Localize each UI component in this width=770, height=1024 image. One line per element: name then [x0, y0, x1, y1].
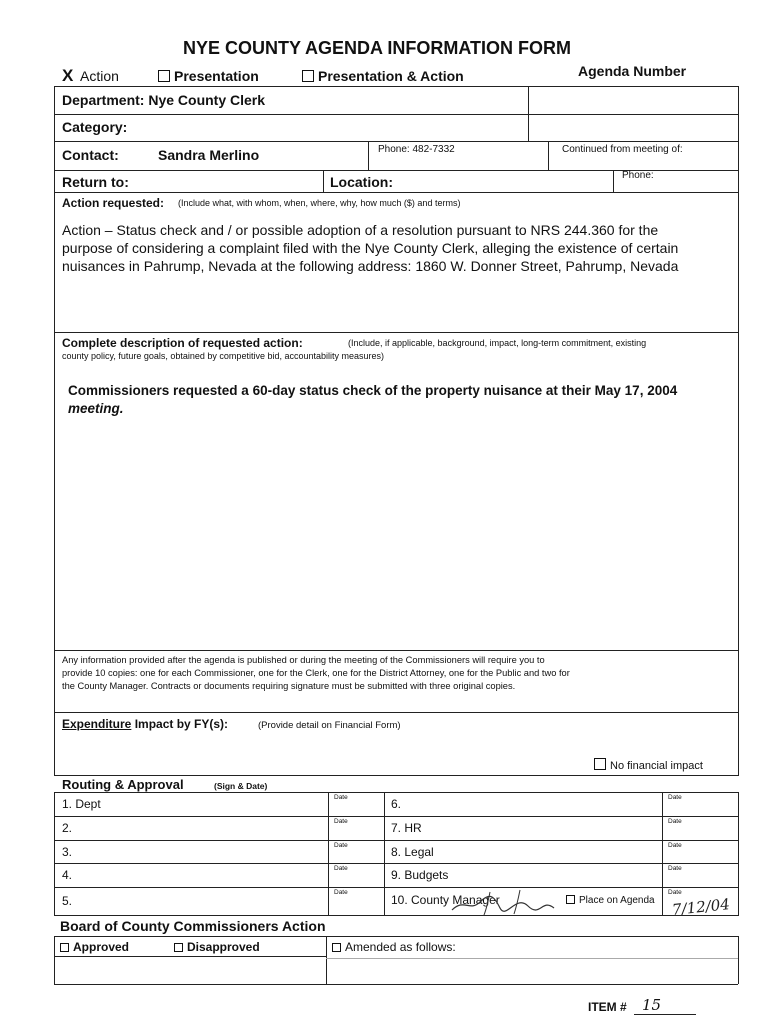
checkbox-icon[interactable]	[158, 70, 170, 82]
no-financial-impact-option[interactable]: No financial impact	[594, 758, 703, 772]
action-option[interactable]: Action	[80, 68, 119, 84]
routing-step: 4.	[62, 868, 73, 882]
date-label: Date	[334, 842, 348, 849]
routing-step-county-manager: 10. County Manager	[391, 893, 500, 907]
handwritten-date: 7/12/04	[671, 895, 731, 919]
date-label: Date	[334, 889, 348, 896]
description-label: Complete description of requested action:	[62, 336, 303, 350]
notice-line: the County Manager. Contracts or documents requiring signature must be submitted with three original copies.	[62, 681, 516, 691]
routing-step: 3.	[62, 845, 73, 859]
notice-line: Any information provided after the agenda is published or during the meeting of the Commissioners will require you to	[62, 655, 545, 665]
date-label: Date	[668, 818, 682, 825]
return-to-label: Return to:	[62, 174, 129, 190]
action-checked-mark: X	[62, 66, 74, 85]
contact-name: Sandra Merlino	[158, 147, 260, 163]
item-label: ITEM #	[588, 1000, 627, 1014]
routing-step: 5.	[62, 894, 73, 908]
checkbox-icon[interactable]	[174, 943, 183, 952]
expenditure-hint: (Provide detail on Financial Form)	[258, 720, 401, 731]
action-text-line: nuisances in Pahrump, Nevada at the following address: 1860 W. Donner Street, Pahrump, Nevada	[62, 258, 679, 274]
approved-option[interactable]: Approved	[60, 940, 129, 954]
checkbox-icon[interactable]	[60, 943, 69, 952]
agenda-number-label: Agenda Number	[578, 63, 687, 79]
contact-label: Contact:	[62, 147, 119, 163]
item-number: 15	[642, 996, 662, 1014]
routing-step: 1. Dept	[62, 797, 101, 811]
presentation-option[interactable]: Presentation	[158, 68, 259, 84]
board-action-title: Board of County Commissioners Action	[60, 918, 326, 934]
routing-step: 2.	[62, 821, 73, 835]
routing-step: 7. HR	[391, 821, 422, 835]
date-label: Date	[668, 794, 682, 801]
checkbox-icon[interactable]	[302, 70, 314, 82]
location-label: Location:	[330, 174, 393, 190]
form-title: NYE COUNTY AGENDA INFORMATION FORM	[183, 38, 571, 58]
routing-step: 6.	[391, 797, 402, 811]
date-label: Date	[668, 889, 682, 896]
continued-from-meeting: Continued from meeting of:	[562, 144, 683, 155]
checkbox-icon[interactable]	[594, 758, 606, 770]
routing-hint: (Sign & Date)	[214, 781, 268, 791]
expenditure-label: Expenditure Impact by FY(s):	[62, 717, 229, 731]
description-hint: (Include, if applicable, background, impact, long-term commitment, existing	[348, 338, 647, 348]
date-label: Date	[334, 794, 348, 801]
category-field: Category:	[62, 119, 128, 135]
date-label: Date	[334, 865, 348, 872]
notice-line: provide 10 copies: one for each Commissioner, one for the Clerk, one for the District Attorney, one for the Public and two for	[62, 668, 570, 678]
date-label: Date	[668, 842, 682, 849]
routing-step: 9. Budgets	[391, 868, 449, 882]
action-text-line: Action – Status check and / or possible adoption of a resolution pursuant to NRS 244.360 for the	[62, 222, 659, 238]
department-field: Department: Nye County Clerk	[62, 92, 266, 108]
action-requested-hint: (Include what, with whom, when, where, why, how much ($) and terms)	[178, 198, 461, 208]
checkbox-icon[interactable]	[566, 895, 575, 904]
disapproved-option[interactable]: Disapproved	[174, 940, 260, 954]
phone-label: Phone:	[622, 170, 654, 181]
date-label: Date	[668, 865, 682, 872]
action-requested-label: Action requested:	[62, 196, 165, 210]
date-label: Date	[334, 818, 348, 825]
place-on-agenda-option[interactable]: Place on Agenda	[566, 895, 655, 906]
routing-step: 8. Legal	[391, 845, 434, 859]
description-text: Commissioners requested a 60-day status check of the property nuisance at their May 17, 2004	[68, 383, 678, 398]
description-text-2: meeting.	[68, 401, 124, 416]
action-text-line: purpose of considering a complaint filed with the Nye County Clerk, alleging the existence of certain	[62, 240, 679, 256]
presentation-action-option[interactable]: Presentation & Action	[302, 68, 464, 84]
routing-title: Routing & Approval	[62, 777, 184, 792]
county-manager-signature	[450, 888, 560, 916]
contact-phone: Phone: 482-7332	[378, 144, 455, 155]
amended-option[interactable]: Amended as follows:	[332, 940, 456, 954]
checkbox-icon[interactable]	[332, 943, 341, 952]
description-hint-2: county policy, future goals, obtained by competitive bid, accountability measures)	[62, 351, 385, 361]
